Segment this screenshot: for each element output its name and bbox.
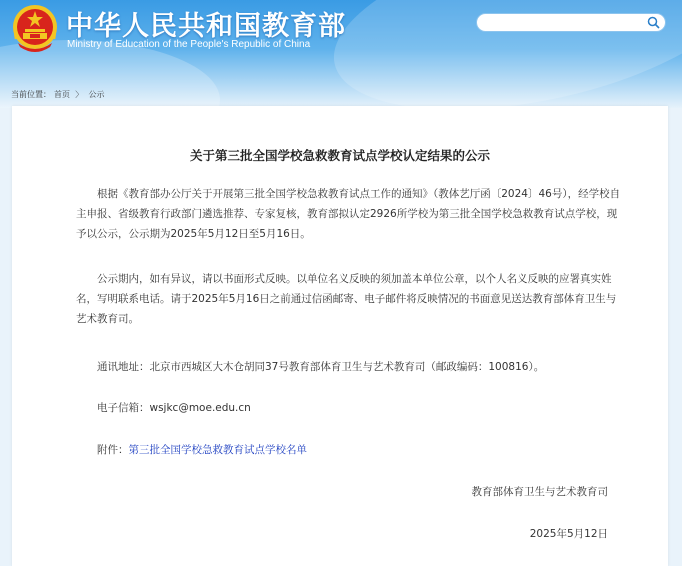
article-title: 关于第三批全国学校急救教育试点学校认定结果的公示 xyxy=(189,148,490,163)
attachment-link[interactable]: 第三批全国学校急救教育试点学校名单 xyxy=(128,444,307,456)
breadcrumb xyxy=(11,89,107,100)
article-card xyxy=(12,106,668,566)
attachment-label: 附件： xyxy=(97,444,129,456)
site-header xyxy=(0,0,682,108)
email-address: wsjkc@moe.edu.cn xyxy=(149,402,251,414)
search-icon[interactable] xyxy=(647,16,660,29)
breadcrumb-prefix: 当前位置： xyxy=(11,90,51,99)
signature: 教育部体育卫生与艺术教育司 xyxy=(471,486,608,498)
site-subtitle: Ministry of Education of the People's Republic of China xyxy=(67,39,311,50)
site-title[interactable]: 中华人民共和国教育部 xyxy=(66,11,346,42)
publish-date: 2025年5月12日 xyxy=(529,528,608,540)
email-label: 电子信箱： xyxy=(97,402,150,414)
article-paragraph-1: 根据《教育部办公厅关于开展第三批全国学校急救教育试点工作的通知》（教体艺厅函〔2024〕46号），经学校自主申报、省级教育行政部门遴选推荐、专家复核，教育部拟认定2926所学校为第三批全国学校急救教育试点学校，现予以公示，公示期为2025年5月12日至5月16日。 xyxy=(76,188,621,240)
breadcrumb-separator: 〉 xyxy=(75,90,84,99)
contact-email xyxy=(97,400,251,415)
search-input[interactable] xyxy=(476,13,666,32)
national-emblem-icon[interactable] xyxy=(10,3,60,55)
attachment xyxy=(97,442,307,457)
contact-address: 通讯地址：北京市西城区大木仓胡同37号教育部体育卫生与艺术教育司（邮政编码：100816）。 xyxy=(97,361,545,373)
breadcrumb-current-link[interactable]: 公示 xyxy=(88,90,105,99)
breadcrumb-home-link[interactable]: 首页 xyxy=(54,90,70,99)
article-paragraph-2: 公示期内，如有异议，请以书面形式反映。以单位名义反映的须加盖本单位公章，以个人名义反映的应署真实姓名，写明联系电话。请于2025年5月16日之前通过信函邮寄、电子邮件将反映情况的书面意见送达教育部体育卫生与艺术教育司。 xyxy=(76,273,617,325)
